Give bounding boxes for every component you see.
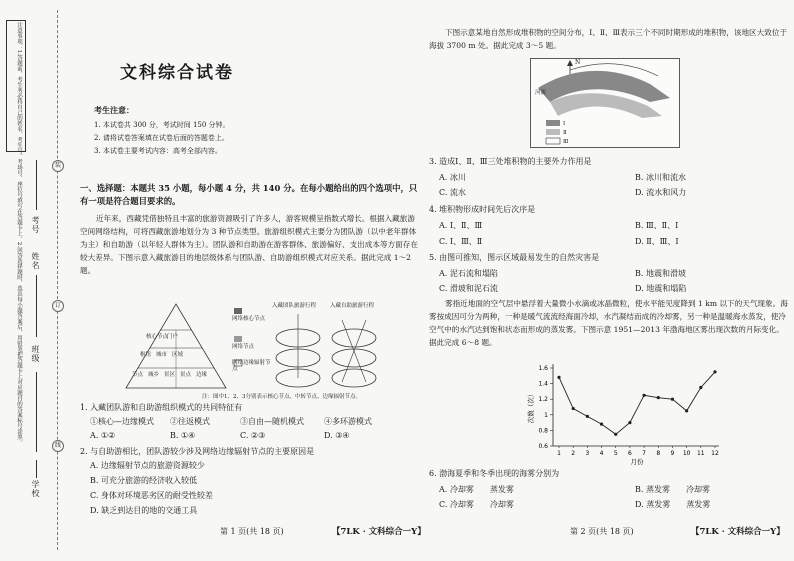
q4-option[interactable]: A. Ⅰ、Ⅱ、Ⅲ [439,221,483,230]
question-5: 5. 由图可推知，图示区域最易发生的自然灾害是 [429,253,600,262]
y-tick-label: 1.2 [538,396,548,404]
q1-option[interactable]: C. ②③ [240,431,266,440]
y-tick-label: 1 [544,411,548,419]
section-heading: 一、选择题：本题共 35 小题，每小题 4 分，共 140 分。在每小题给出的四个选项中，只有一项是符合题目要求的。 [80,183,418,206]
x-tick-label: 12 [711,450,719,457]
fog-data-point [600,423,603,426]
q5-option[interactable]: B. 地震和滑坡 [635,269,686,278]
q2-option[interactable]: C. 身体对环境恶劣区的耐受性较差 [90,491,213,500]
field-name: 姓名 [31,252,40,270]
binding-mark: 装 [52,160,64,172]
q4-option[interactable]: C. Ⅰ、Ⅲ、Ⅱ [439,237,483,246]
pyramid-label: 城乡 [148,372,160,378]
x-tick-label: 2 [571,450,576,457]
question-1: 1. 入藏团队游和自助游组织模式的共同特征有 [80,403,243,412]
passage-deposits: 下图示意某地自然形成堆积物的空间分布，Ⅰ、Ⅱ、Ⅲ表示三个不同时期形成的堆积物，该地区大致位于海拔 3700 m 处。据此完成 3～5 题。 [429,28,788,50]
x-tick-label: 4 [599,450,604,457]
q3-option[interactable]: A. 冰川 [439,173,466,182]
river-label: 河流 [535,90,547,96]
fog-data-point [586,415,589,418]
x-tick-label: 5 [613,450,618,457]
q4-option[interactable]: B. Ⅲ、Ⅱ、Ⅰ [635,221,679,230]
pyramid-label: 城市 [156,352,168,358]
question-3: 3. 造成Ⅰ、Ⅱ、Ⅲ三处堆积物的主要外力作用是 [429,157,592,166]
left-column [72,0,426,561]
field-line [36,160,37,210]
pyramid-label: 核心节点 [146,334,169,340]
pyramid-label: 区域 [172,352,184,358]
fog-data-point [557,376,560,379]
notice-text: 注意事项：1.答题前，考生务必将自己的姓名、考生号、考场号、座位号填写在答题卡上。2.回答选择题时，选出每小题答案后，用铅笔把答题卡上对应题目的答案标号涂黑。 [16,22,22,445]
q1-option[interactable]: A. ①② [90,431,116,440]
fog-data-point [614,433,617,436]
q2-option[interactable]: A. 边缘辐射节点的旅游资源较少 [90,461,205,470]
q6-option[interactable]: A. 冷却雾 蒸发雾 [439,485,514,494]
fog-data-point [671,398,674,401]
map-legend-label: Ⅲ [563,139,569,145]
binding-mark: 订 [52,300,64,312]
paper-title: 文科综合试卷 [120,63,234,83]
q3-option[interactable]: D. 流水和风力 [635,188,687,197]
fog-data-point [713,370,716,373]
binding-mark: 线 [52,440,64,452]
pyramid-label: 景点 [180,372,192,378]
x-axis-label: 月份 [630,458,644,466]
question-2: 2. 与自助游相比，团队游较少涉及网络边缘辐射节点的主要原因是 [80,447,315,456]
x-tick-label: 11 [696,450,705,457]
field-number: 考号 [31,216,40,234]
pyramid-label: 枢纽 [140,352,152,358]
field-line [36,372,37,452]
field-line [36,275,37,337]
q3-option[interactable]: C. 流水 [439,188,466,197]
question-4: 4. 堆积物形成时间先后次序是 [429,205,536,214]
x-tick-label: 3 [585,450,590,457]
q2-option[interactable]: B. 可充分旅游的经济收入较低 [90,476,197,485]
q1-option[interactable]: D. ③④ [324,431,350,440]
passage-tibet: 近年来，西藏凭借独特且丰富的旅游资源吸引了许多人，游客规模呈指数式增长。根据入藏旅游空间网络结构，可将西藏旅游地划分为 3 种节点类型。旅游组织模式主要分为团队游（以中老年群体为主）和自助游（以年轻人群体为主）。团队游和自助游在游客群体、旅游偏好、支出成本等方面存在较大差异。下图示意入藏旅游目的地层级体系与团队游、自助游组织模式对应关系。据此完成 1～2 题。 [80,214,418,275]
pyramid-label: 门户 [167,334,179,340]
figure-top-label: 入藏团队旅游行程 [272,303,317,309]
field-school: 学校 [31,480,40,498]
binding-strip [0,0,72,561]
legend-label: 网络核心节点 [232,316,266,322]
x-tick-label: 6 [627,450,632,457]
note-item: 1. 本试卷共 300 分，考试时间 150 分钟。 [94,121,230,129]
q5-option[interactable]: A. 泥石流和塌陷 [439,269,498,278]
legend-swatch [234,308,242,314]
x-tick-label: 10 [682,450,691,457]
north-label: N [575,59,581,66]
y-tick-label: 1.4 [538,380,548,388]
fog-data-point [572,407,575,410]
q6-option[interactable]: C. 冷却雾 冷却雾 [439,500,514,509]
pyramid-label: 边缘 [196,372,208,378]
student-fields [30,160,44,520]
fog-data-point [657,396,660,399]
y-tick-label: 0.8 [538,427,548,435]
q6-option[interactable]: D. 蒸发雾 蒸发雾 [635,500,711,509]
passage-fog: 雾指近地面的空气层中悬浮着大量微小水滴或冰晶微粒，使水平能见度降到 1 km 以下的天气现象。海雾按成因可分为两种，一种是暖气流流经海面冷却，水汽凝结而成的冷却雾，另一种是温暖海水蒸发，使冷空气中的水汽达到饱和状态而形成的蒸发雾。下图示意 1951—2013 年渤海地区雾出现次数的月际变化。据此完成 6～8 题。 [429,299,788,347]
page-number: 第 1 页(共 18 页) [220,527,284,536]
ring [332,329,376,347]
paper-code: 【7LK · 文科综合一Y】 [691,527,785,537]
map-legend-label: Ⅱ [563,130,567,136]
y-tick-label: 1.6 [538,365,548,372]
q1-item: ①核心—边缘模式 [90,417,154,426]
question-6: 6. 渤海夏季和冬季出现的海雾分别为 [429,469,560,478]
page-number: 第 2 页(共 18 页) [570,527,634,536]
q1-item: ②往返模式 [170,417,210,426]
notes-heading: 考生注意： [94,105,134,115]
note-item: 2. 请将试卷答案填在试卷后面的答题卷上。 [94,134,229,142]
fog-chart [525,360,725,470]
q6-option[interactable]: B. 蒸发雾 冷却雾 [635,485,710,494]
map-legend-label: Ⅰ [563,121,566,127]
fog-data-point [685,409,688,412]
x-tick-label: 8 [656,450,661,457]
x-tick-label: 7 [642,450,647,457]
y-axis-label: 次数（次） [527,390,535,424]
figure-top-label: 入藏自助旅游行程 [330,303,375,309]
q1-option[interactable]: B. ①④ [170,431,196,440]
pyramid-label: 景区 [164,372,176,378]
q4-option[interactable]: D. Ⅱ、Ⅲ、Ⅰ [635,237,679,246]
legend-swatch [234,336,242,342]
fog-data-point [642,394,645,397]
ring [332,369,376,387]
q3-option[interactable]: B. 冰川和流水 [635,173,686,182]
notes [94,104,230,158]
right-column [425,0,790,561]
y-tick-label: 0.6 [538,443,548,450]
figure-caption: 注：图中1、2、3分别表示核心节点、中转节点、边缘辐射节点。 [202,394,361,400]
legend-label: 网络节点 [232,344,255,350]
x-tick-label: 1 [557,450,561,457]
deposit-map [530,58,680,148]
fog-series-line [559,372,715,434]
note-item: 3. 本试卷主要考试内容：高考全部内容。 [94,147,222,155]
q1-item: ③自由—随机模式 [240,417,304,426]
q2-option[interactable]: D. 缺乏到达目的地的交通工具 [90,506,198,515]
paper-code: 【7LK · 文科综合一Y】 [332,527,426,537]
pyramid-label: 节点 [132,372,144,378]
field-line [36,460,37,478]
legend-label: 网络边缘辐射节点 [232,360,271,372]
binding-line [57,10,58,550]
fog-data-point [699,386,702,389]
q5-option[interactable]: D. 地震和塌陷 [635,284,687,293]
q1-item: ④多环游模式 [324,417,372,426]
fog-data-point [628,421,631,424]
field-class: 班级 [31,345,40,363]
q5-option[interactable]: C. 滑坡和泥石流 [439,284,498,293]
x-tick-label: 9 [670,450,675,457]
